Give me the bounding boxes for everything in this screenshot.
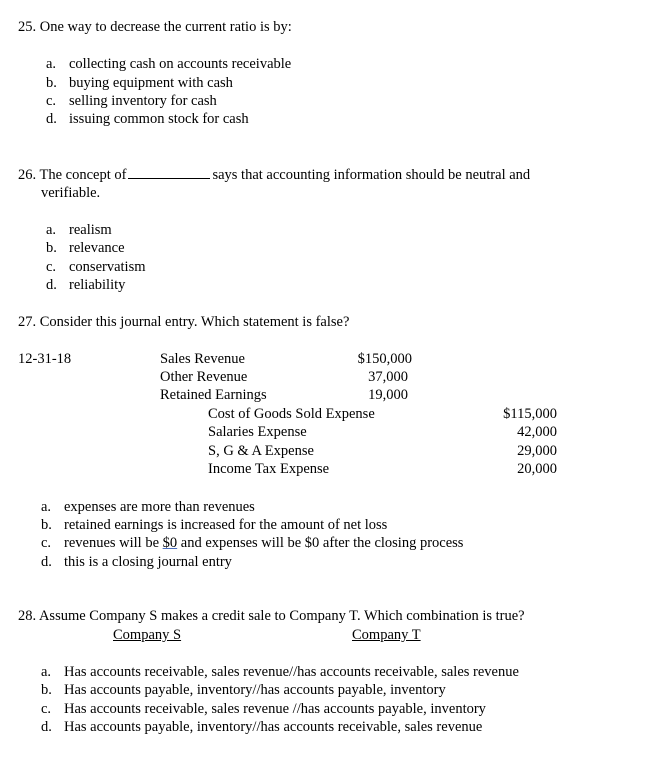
option-text: collecting cash on accounts receivable xyxy=(69,56,292,72)
option-letter: c. xyxy=(41,535,52,551)
credit-account: S, G & A Expense xyxy=(208,443,314,459)
debit-account: Retained Earnings xyxy=(160,387,267,403)
option-letter: a. xyxy=(41,664,52,680)
option-letter: d. xyxy=(46,111,57,127)
option-letter: b. xyxy=(46,75,57,91)
credit-account: Cost of Goods Sold Expense xyxy=(208,406,375,422)
question-26-stem-line2: verifiable. xyxy=(41,185,101,201)
question-28-stem: 28. Assume Company S makes a credit sale to Company T. Which combination is true? xyxy=(18,608,525,624)
option-letter: a. xyxy=(46,56,57,72)
option-text: reliability xyxy=(69,277,126,293)
option-letter: b. xyxy=(41,682,52,698)
option-letter: b. xyxy=(46,240,57,256)
debit-amount: 37,000 xyxy=(368,369,408,385)
option-text-part: revenues will be xyxy=(64,535,163,551)
option-letter: d. xyxy=(41,719,52,735)
question-26-stem xyxy=(18,166,530,184)
option-letter: d. xyxy=(41,554,52,570)
spellcheck-marked-text: $0 xyxy=(162,535,178,551)
option-text: buying equipment with cash xyxy=(69,75,233,91)
option-letter: a. xyxy=(46,222,57,238)
option-text: this is a closing journal entry xyxy=(64,554,232,570)
option-letter: a. xyxy=(41,499,52,515)
debit-amount: 19,000 xyxy=(368,387,408,403)
credit-amount: $115,000 xyxy=(503,406,557,422)
option-text: relevance xyxy=(69,240,125,256)
question-27-stem: 27. Consider this journal entry. Which statement is false? xyxy=(18,314,350,330)
stem-part: 26. The concept of xyxy=(18,167,127,183)
option-text: expenses are more than revenues xyxy=(64,499,255,515)
option-text-part: and expenses will be $0 after the closing process xyxy=(177,535,464,551)
credit-account: Income Tax Expense xyxy=(208,461,330,477)
column-heading-company-t: Company T xyxy=(352,627,421,643)
option-text: Has accounts receivable, sales revenue//has accounts receivable, sales revenue xyxy=(64,664,519,680)
entry-date: 12-31-18 xyxy=(18,351,72,367)
option-letter: c. xyxy=(46,259,57,275)
fill-in-blank xyxy=(128,166,210,179)
option-text xyxy=(64,535,463,552)
credit-amount: 42,000 xyxy=(517,424,557,440)
debit-amount: $150,000 xyxy=(357,351,412,367)
option-text: conservatism xyxy=(69,259,146,275)
option-text: Has accounts payable, inventory//has accounts receivable, sales revenue xyxy=(64,719,483,735)
option-text: retained earnings is increased for the amount of net loss xyxy=(64,517,388,533)
debit-account: Sales Revenue xyxy=(160,351,245,367)
option-text: Has accounts payable, inventory//has accounts payable, inventory xyxy=(64,682,446,698)
option-letter: d. xyxy=(46,277,57,293)
credit-account: Salaries Expense xyxy=(208,424,307,440)
credit-amount: 20,000 xyxy=(517,461,557,477)
credit-amount: 29,000 xyxy=(517,443,557,459)
question-25-stem: 25. One way to decrease the current ratio is by: xyxy=(18,19,292,35)
option-letter: c. xyxy=(46,93,57,109)
option-text: Has accounts receivable, sales revenue //has accounts payable, inventory xyxy=(64,701,486,717)
stem-part: says that accounting information should be neutral and xyxy=(212,167,531,183)
option-text: issuing common stock for cash xyxy=(69,111,249,127)
debit-account: Other Revenue xyxy=(160,369,248,385)
option-letter: b. xyxy=(41,517,52,533)
option-letter: c. xyxy=(41,701,52,717)
option-text: selling inventory for cash xyxy=(69,93,217,109)
column-heading-company-s: Company S xyxy=(113,627,182,643)
option-text: realism xyxy=(69,222,112,238)
